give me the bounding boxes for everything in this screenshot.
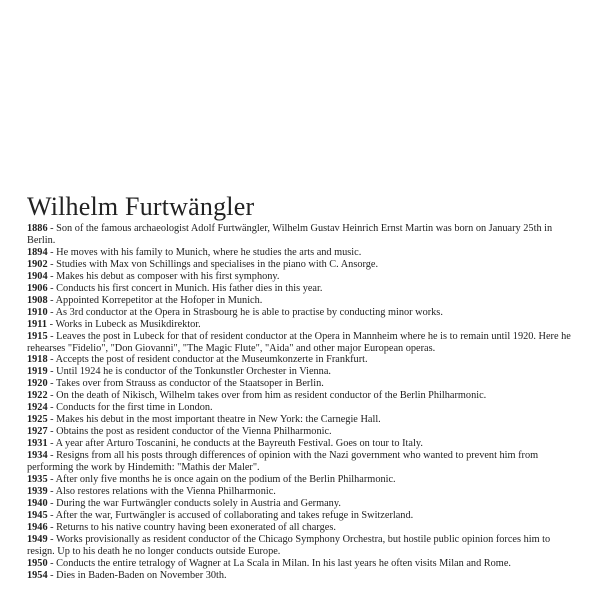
timeline-text: As 3rd conductor at the Opera in Strasbourg he is able to practise by conducting minor works. (55, 306, 443, 318)
timeline-separator: - (47, 474, 56, 486)
timeline-entry (27, 414, 572, 426)
timeline-text: Works in Lubeck as Musikdirektor. (55, 318, 201, 330)
timeline-year: 1924 (27, 402, 48, 414)
timeline-separator: - (47, 366, 57, 378)
timeline-entry (27, 474, 572, 486)
timeline-separator: - (47, 497, 57, 509)
timeline-text: Until 1924 he is conductor of the Tonkunstler Orchester in Vienna. (56, 366, 331, 378)
timeline-year: 1946 (27, 521, 48, 533)
timeline-entry (27, 354, 572, 366)
timeline-separator: - (47, 306, 56, 318)
timeline-text: Conducts for the first time in London. (56, 402, 213, 414)
timeline-text: During the war Furtwängler conducts solely in Austria and Germany. (56, 497, 341, 509)
timeline-year: 1894 (27, 246, 48, 258)
timeline-entry (27, 259, 572, 271)
timeline-entry (27, 558, 572, 570)
timeline-year: 1950 (27, 557, 48, 569)
timeline-separator: - (47, 294, 56, 306)
timeline-year: 1908 (27, 294, 48, 306)
timeline-separator: - (47, 282, 57, 294)
timeline-text: Also restores relations with the Vienna Philharmonic. (55, 485, 276, 497)
timeline-year: 1940 (27, 497, 48, 509)
timeline-separator: - (47, 246, 57, 258)
timeline-year: 1945 (27, 509, 48, 521)
timeline-entry (27, 450, 572, 474)
timeline-year: 1904 (27, 270, 48, 282)
timeline-separator: - (47, 258, 57, 270)
timeline-year: 1939 (27, 485, 48, 497)
timeline-year: 1906 (27, 282, 48, 294)
timeline-entry (27, 223, 572, 247)
timeline-text: On the death of Nikisch, Wilhelm takes over from him as resident conductor of the Berlin Philharmonic. (56, 390, 487, 402)
timeline-entry (27, 331, 572, 355)
timeline-separator: - (47, 390, 57, 402)
timeline-separator: - (47, 330, 57, 342)
timeline-entry (27, 402, 572, 414)
timeline-entry (27, 426, 572, 438)
timeline-text: Makes his debut in the most important theatre in New York: the Carnegie Hall. (56, 414, 381, 426)
timeline-year: 1927 (27, 426, 48, 438)
timeline-separator: - (47, 450, 57, 462)
timeline-year: 1902 (27, 258, 48, 270)
timeline-entry (27, 378, 572, 390)
timeline-separator: - (47, 569, 57, 581)
timeline-separator: - (47, 438, 56, 450)
timeline-text: Takes over from Strauss as conductor of the Staatsoper in Berlin. (56, 378, 324, 390)
timeline-text: Conducts his first concert in Munich. His father dies in this year. (56, 282, 323, 294)
timeline-entry (27, 438, 572, 450)
timeline-entry (27, 522, 572, 534)
timeline-separator: - (47, 354, 56, 366)
timeline-text: Son of the famous archaeologist Adolf Furtwängler, Wilhelm Gustav Heinrich Ernst Martin was born on January 25th in Berlin. (27, 223, 553, 246)
timeline-text: Leaves the post in Lubeck for that of resident conductor at the Opera in Mannheim where he is to remain until 1920. Here he rehearses "Fidelio", "Don Giovanni", "The Magic Flute", "Aida" and other major European operas. (27, 330, 571, 354)
timeline-year: 1918 (27, 354, 48, 366)
timeline-entry (27, 319, 572, 331)
timeline-separator: - (47, 533, 56, 545)
timeline-year: 1925 (27, 414, 48, 426)
timeline-text: Returns to his native country having been exonerated of all charges. (56, 521, 336, 533)
timeline-text: Conducts the entire tetralogy of Wagner at La Scala in Milan. In his last years he often visits Milan and Rome. (56, 557, 511, 569)
timeline-text: Makes his debut as composer with his first symphony. (56, 270, 280, 282)
timeline-entry (27, 498, 572, 510)
timeline-text: After only five months he is once again on the podium of the Berlin Philharmonic. (55, 474, 396, 486)
timeline-year: 1911 (27, 318, 48, 330)
timeline-separator: - (47, 509, 56, 521)
timeline-entry (27, 570, 572, 582)
timeline-text: Studies with Max von Schillings and specialises in the piano with C. Ansorge. (56, 258, 379, 270)
timeline-entry (27, 283, 572, 295)
timeline-separator: - (47, 402, 57, 414)
timeline-entry (27, 486, 572, 498)
timeline-text: He moves with his family to Munich, where he studies the arts and music. (56, 246, 362, 258)
timeline-entry (27, 271, 572, 283)
timeline-entry (27, 534, 572, 558)
timeline-entry (27, 390, 572, 402)
biography-timeline (27, 223, 572, 582)
timeline-separator: - (47, 426, 57, 438)
timeline-year: 1949 (27, 533, 48, 545)
timeline-year: 1886 (27, 223, 48, 234)
timeline-separator: - (47, 318, 56, 330)
timeline-separator: - (47, 223, 57, 234)
page-title: Wilhelm Furtwängler (27, 192, 255, 221)
timeline-year: 1931 (27, 438, 48, 450)
timeline-separator: - (47, 557, 57, 569)
timeline-year: 1920 (27, 378, 48, 390)
timeline-separator: - (47, 485, 56, 497)
timeline-separator: - (47, 270, 57, 282)
timeline-year: 1919 (27, 366, 48, 378)
timeline-text: Dies in Baden-Baden on November 30th. (56, 569, 227, 581)
timeline-separator: - (47, 378, 56, 390)
timeline-entry (27, 510, 572, 522)
timeline-entry (27, 366, 572, 378)
timeline-year: 1954 (27, 569, 48, 581)
timeline-text: A year after Arturo Toscanini, he conducts at the Bayreuth Festival. Goes on tour to Italy. (55, 438, 423, 450)
timeline-year: 1934 (27, 450, 48, 462)
timeline-separator: - (47, 521, 57, 533)
timeline-text: Accepts the post of resident conductor at the Museumkonzerte in Frankfurt. (55, 354, 368, 366)
timeline-entry (27, 247, 572, 259)
timeline-separator: - (47, 414, 57, 426)
timeline-text: Appointed Korrepetitor at the Hofoper in Munich. (55, 294, 263, 306)
timeline-text: Obtains the post as resident conductor of the Vienna Philharmonic. (56, 426, 332, 438)
timeline-text: Works provisionally as resident conductor of the Chicago Symphony Orchestra, but hostile public opinion forces him to resign. Up to his death he no longer conducts outside Europe. (27, 533, 551, 557)
timeline-year: 1915 (27, 330, 48, 342)
timeline-text: Resigns from all his posts through differences of opinion with the Nazi government who wanted to prevent him from performing the work by Hindemith: "Mathis der Maler". (27, 450, 539, 474)
timeline-year: 1935 (27, 474, 48, 486)
timeline-entry (27, 295, 572, 307)
timeline-year: 1910 (27, 306, 48, 318)
timeline-entry (27, 307, 572, 319)
timeline-year: 1922 (27, 390, 48, 402)
timeline-text: After the war, Furtwängler is accused of collaborating and takes refuge in Switzerland. (55, 509, 414, 521)
